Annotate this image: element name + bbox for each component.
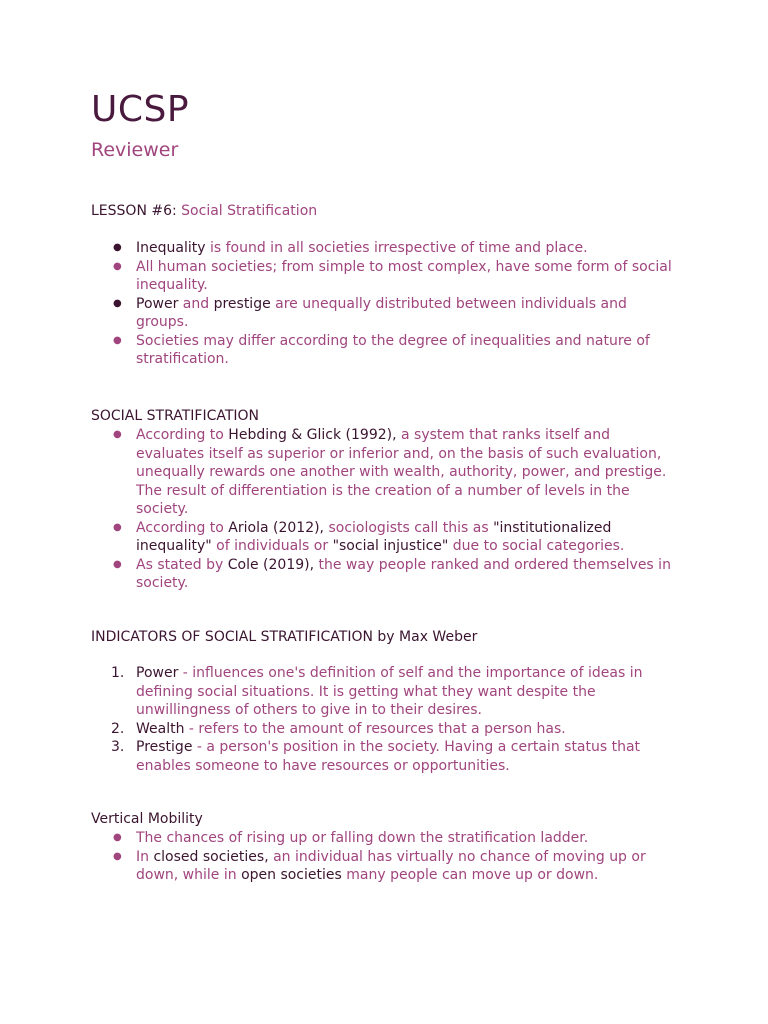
section-heading-indicators: [91, 628, 477, 647]
bullet-text: According to: [136, 519, 229, 536]
key-term: Power: [136, 295, 179, 312]
social-stratification-list: [91, 426, 681, 593]
list-item: [91, 738, 681, 775]
indicators-list: [91, 664, 681, 775]
item-text: - a person's position in the society. Having a certain status that enables someone to have resources or opportunities.: [136, 739, 641, 774]
key-term: closed societies,: [153, 848, 269, 865]
key-term: "social injustice": [332, 538, 449, 554]
intro-bullet-list: [91, 239, 681, 369]
list-item: [91, 720, 681, 739]
bullet-text: due to social categories.: [448, 538, 625, 554]
bullet-text: The chances of rising up or falling down the stratification ladder.: [136, 830, 589, 846]
key-term: Cole (2019),: [227, 556, 315, 573]
bullet-text: of individuals or: [211, 538, 333, 554]
bullet-text: a system that ranks itself and evaluates itself as superior or inferior and, on the basis of such evaluation, unequally rewards one another with wealth, authority, power, and prestige. The result of differentiation is the creation of a number of levels in the society.: [136, 427, 667, 517]
list-item: [91, 426, 681, 519]
key-term: Inequality: [136, 240, 206, 256]
bullet-text: As stated by: [136, 556, 228, 573]
list-item: [91, 664, 681, 720]
list-item: [91, 239, 681, 258]
key-term: Hebding & Glick (1992),: [228, 427, 397, 443]
vertical-mobility-list: [91, 829, 681, 885]
bullet-text: many people can move up or down.: [341, 867, 599, 883]
section-heading-social-stratification: SOCIAL STRATIFICATION: [91, 408, 260, 424]
bullet-text: the way people ranked and ordered themselves in society.: [136, 556, 671, 591]
bullet-text: are unequally distributed between individuals and groups.: [136, 295, 627, 330]
list-item: [91, 829, 681, 848]
page-subtitle: Reviewer: [91, 139, 179, 161]
key-term: "institutionalized inequality": [136, 519, 612, 554]
indicators-author: by Max Weber: [372, 629, 478, 645]
bullet-text: sociologists call this as: [324, 519, 494, 536]
item-number: 2.: [111, 720, 125, 737]
bullet-text: and: [178, 295, 214, 312]
list-item: [91, 556, 681, 593]
section-heading-vertical-mobility: Vertical Mobility: [91, 811, 203, 827]
bullet-text: an individual has virtually no chance of moving up or down, while in: [136, 848, 646, 883]
page-title: UCSP: [91, 89, 190, 130]
list-item: [91, 519, 681, 556]
indicators-title: INDICATORS OF SOCIAL STRATIFICATION: [91, 629, 373, 645]
bullet-text: Societies may differ according to the degree of inequalities and nature of stratification.: [136, 332, 650, 367]
lesson-topic: Social Stratification: [176, 203, 318, 219]
key-term: Prestige: [136, 739, 193, 755]
lesson-heading: [91, 202, 317, 221]
list-item: [91, 295, 681, 332]
list-item: [91, 258, 681, 295]
lesson-label: LESSON #6:: [91, 203, 177, 219]
list-item: [91, 848, 681, 885]
bullet-text: All human societies; from simple to most complex, have some form of social inequality.: [136, 258, 672, 293]
key-term: prestige: [213, 295, 271, 312]
key-term: Ariola (2012),: [228, 519, 325, 536]
list-item: [91, 332, 681, 369]
item-text: - influences one's definition of self and the importance of ideas in defining social situations. It is getting what they want despite the unwillingness of others to give in to their desires.: [136, 665, 643, 718]
key-term: Power: [136, 665, 179, 681]
key-term: open societies: [241, 867, 342, 883]
item-number: 1.: [111, 665, 125, 681]
bullet-text: According to: [136, 427, 229, 443]
bullet-text: is found in all societies irrespective of time and place.: [205, 240, 588, 256]
key-term: Wealth: [136, 720, 185, 737]
item-text: - refers to the amount of resources that a person has.: [184, 720, 566, 737]
item-number: 3.: [111, 739, 125, 755]
bullet-text: In: [136, 848, 154, 865]
